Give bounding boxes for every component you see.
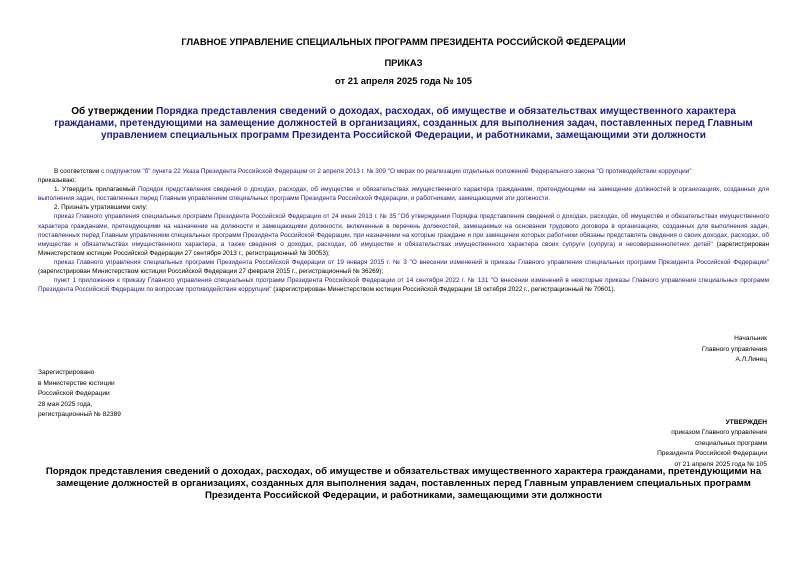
repealed-order-35-registration: (зарегистрирован Министерством юстиции Российской Федерации 27 сентября 2013 г., регистрационный № 30053);: [38, 240, 769, 257]
approval-heading: УТВЕРЖДЕН: [725, 419, 767, 426]
order-title-prefix: Об утверждении: [71, 106, 157, 117]
approve-text: 1. Утвердить прилагаемый: [54, 186, 138, 194]
basis-text: В соответствии: [54, 168, 102, 175]
repealed-order-3-registration: (зарегистрирован Министерством юстиции Российской Федерации 27 февраля 2015 г., регистрационный № 36269);: [38, 268, 384, 276]
signature-block: [702, 334, 767, 366]
paragraph-repeal-3: [38, 276, 769, 294]
repealed-order-131-link[interactable]: пункт 1 приложения к приказу Главного управления специальных программ Президента Российской Федерации от 14 сентября 2022 г. № 131 "О внесении изменений в некоторые приказы Главного управления специальных программ Президента Российской Федерации по вопросам противодействия коррупции": [38, 277, 769, 294]
approval-line-4: Президента Российской Федерации: [657, 450, 767, 458]
order-body: [38, 167, 769, 294]
approval-block: [657, 418, 767, 470]
registration-number: регистрационный № 82389: [38, 411, 121, 419]
paragraph-repeal: 2. Признать утратившими силу:: [54, 204, 148, 212]
doc-type-heading: ПРИКАЗ: [384, 57, 423, 68]
paragraph-repeal-1: [38, 212, 769, 257]
signature-organization: Главного управления: [701, 345, 767, 353]
registration-line-1: Зарегистрировано: [38, 369, 95, 376]
registration-line-3: Российской Федерации: [38, 390, 110, 398]
registration-date: 28 мая 2025 года,: [38, 400, 93, 408]
repealed-order-3-link[interactable]: приказ Главного управления специальных программ Президента Российской Федерации от 19 января 2015 г. № 3 "О внесении изменений в приказы Главного управления специальных программ Президента Российской Федерации": [54, 258, 769, 266]
procedure-link[interactable]: Порядок представления сведений о доходах, расходах, об имуществе и обязательствах имущественного характера гражданами, претендующими на замещение должностей в организациях, созданных для выполнения задач, поставленных перед Главным управлением специальных программ Президента Российской Федерации, и работниками, замещающими эти должности.: [38, 186, 769, 203]
signature-position: Начальник: [734, 335, 767, 342]
paragraph-basis: [38, 167, 769, 176]
paragraph-repeal-2: [38, 258, 769, 276]
approval-line-2: приказом Главного управления: [671, 429, 767, 437]
appendix-title: Порядок представления сведений о доходах, расходах, об имуществе и обязательствах имущественного характера гражданами, претендующими на замещение должностей в организациях, созданных для выполнения задач, поставленных перед Главным управлением специальных программ Президента Российской Федерации, и работниками, замещающими эти должности: [45, 466, 762, 502]
repealed-order-35-link[interactable]: приказ Главного управления специальных программ Президента Российской Федерации от 24 июня 2013 г. № 35 "Об утверждении Порядка представления сведений о доходах, расходах, об имуществе и обязательствах имущественного характера гражданами, претендующими на назначение на должности и замещающими должности, включенные в перечень должностей, замещаемых на основании трудового договора в организациях, созданных для выполнения задач, поставленных перед Главным управлением специальных программ Президента Российской Федерации, при назначении на которые граждане и при замещении которых работники обязаны представлять сведения о своих доходах, расходах, об имуществе и обязательствах имущественного характера, а также сведения о доходах, расходах, об имуществе и обязательствах имущественного характера своих супруги (супруга) и несовершеннолетних детей": [38, 213, 769, 248]
paragraph-order-word: приказываю:: [38, 177, 76, 185]
signature-name: А.Л.Линец: [735, 356, 767, 364]
registration-line-2: в Министерстве юстиции: [38, 379, 115, 387]
decree-link[interactable]: с подпунктом "б" пункта 22 Указа Президента Российской Федерации от 2 апреля 2013 г. № 309 "О мерах по реализации отдельных положений Федерального закона "О противодействии коррупции": [101, 168, 692, 175]
approval-date-number: от 21 апреля 2025 года № 105: [674, 460, 767, 468]
registration-block: [38, 368, 121, 421]
approval-line-3: специальных программ: [694, 439, 767, 447]
order-title: [46, 106, 761, 143]
organization-heading: ГЛАВНОЕ УПРАВЛЕНИЕ СПЕЦИАЛЬНЫХ ПРОГРАММ ПРЕЗИДЕНТА РОССИЙСКОЙ ФЕДЕРАЦИИ: [181, 36, 626, 47]
repealed-order-131-registration: (зарегистрирован Министерством юстиции Российской Федерации 18 октября 2022 г., регистрационный № 70601).: [271, 286, 616, 294]
paragraph-approve: [38, 185, 769, 203]
date-number-heading: от 21 апреля 2025 года № 105: [335, 75, 472, 86]
order-title-link[interactable]: Порядка представления сведений о доходах, расходах, об имуществе и обязательствах имущественного характера гражданами, претендующими на замещение должностей в организациях, созданных для выполнения задач, поставленных перед Главным управлением специальных программ Президента Российской Федерации, и работниками, замещающими эти должности: [54, 106, 753, 142]
